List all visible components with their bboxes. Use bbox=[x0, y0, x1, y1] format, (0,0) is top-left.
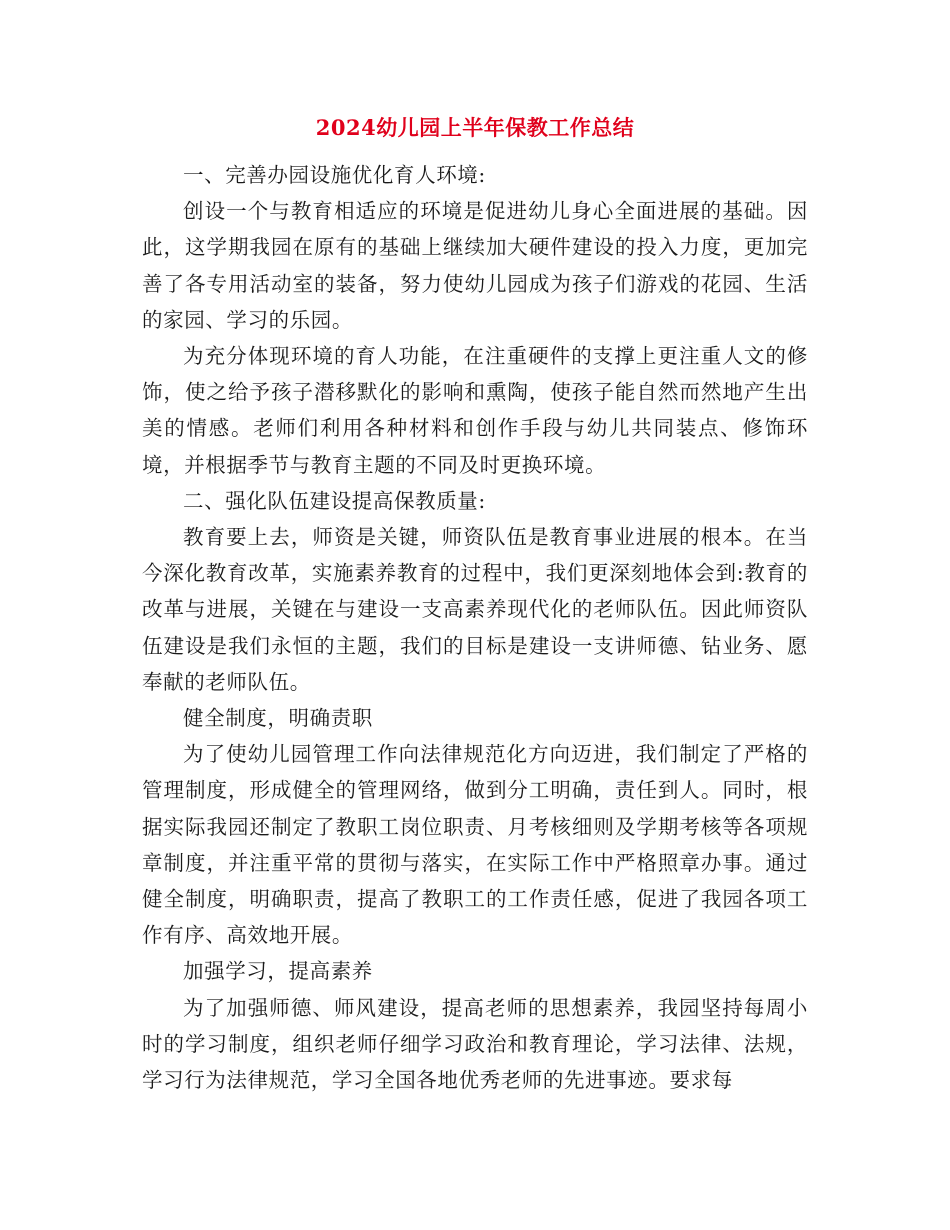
document-body bbox=[142, 157, 808, 1098]
paragraph: 创设一个与教育相适应的环境是促进幼儿身心全面进展的基础。因此，这学期我园在原有的基础上继续加大硬件建设的投入力度，更加完善了各专用活动室的装备，努力使幼儿园成为孩子们游戏的花园、生活的家园、学习的乐园。 bbox=[142, 199, 808, 332]
document-title: 2024幼儿园上半年保教工作总结 bbox=[315, 115, 635, 140]
paragraph: 为了加强师德、师风建设，提高老师的思想素养，我园坚持每周小时的学习制度，组织老师仔细学习政治和教育理论，学习法律、法规，学习行为法律规范，学习全国各地优秀老师的先进事迹。要求每 bbox=[142, 995, 808, 1093]
subheading: 健全制度，明确责职 bbox=[183, 706, 373, 731]
paragraph: 为了使幼儿园管理工作向法律规范化方向迈进，我们制定了严格的管理制度，形成健全的管理网络，做到分工明确，责任到人。同时，根据实际我园还制定了教职工岗位职责、月考核细则及学期考核等各项规章制度，并注重平常的贯彻与落实，在实际工作中严格照章办事。通过健全制度，明确职责，提高了教职工的工作责任感，促进了我园各项工作有序、高效地开展。 bbox=[142, 742, 808, 948]
subheading: 加强学习，提高素养 bbox=[183, 959, 373, 984]
paragraph: 教育要上去，师资是关键，师资队伍是教育事业进展的根本。在当今深化教育改革，实施素养教育的过程中，我们更深刻地体会到:教育的改革与进展，关键在与建设一支高素养现代化的老师队伍。因此师资队伍建设是我们永恒的主题，我们的目标是建设一支讲师德、钻业务、愿奉献的老师队伍。 bbox=[142, 525, 808, 694]
paragraph: 为充分体现环境的育人功能，在注重硬件的支撑上更注重人文的修饰，使之给予孩子潜移默化的影响和熏陶，使孩子能自然而然地产生出美的情感。老师们利用各种材料和创作手段与幼儿共同装点、修饰环境，并根据季节与教育主题的不同及时更换环境。 bbox=[142, 344, 808, 477]
section-heading-1: 一、完善办园设施优化育人环境: bbox=[183, 163, 486, 187]
section-heading-2: 二、强化队伍建设提高保教质量: bbox=[183, 488, 486, 513]
